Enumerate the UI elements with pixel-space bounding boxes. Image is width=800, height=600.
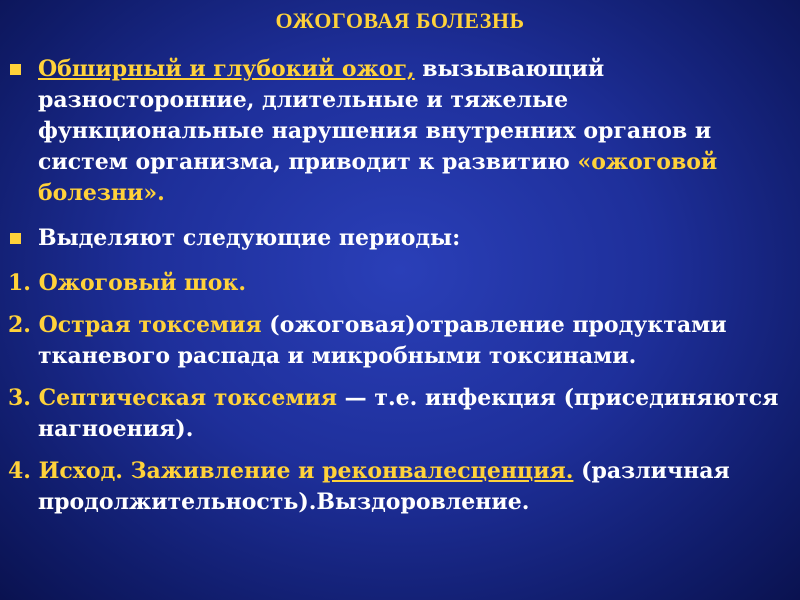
square-bullet-icon bbox=[10, 233, 21, 244]
slide-content bbox=[0, 54, 790, 529]
period-label: 4. Исход. Заживление и bbox=[8, 458, 323, 484]
square-bullet-icon bbox=[10, 64, 21, 75]
period-label-underlined: реконвалесценция. bbox=[322, 458, 574, 484]
period-label: 1. Ожоговый шок. bbox=[8, 270, 247, 296]
period-text: (ожоговая)отравление продуктами тканевого распада и микробными токсинами. bbox=[38, 312, 727, 369]
period-item bbox=[0, 268, 790, 299]
bullet-text: вызывающий разносторонние, длительные и тяжелые функциональные нарушения внутренних органов и систем организма, приводит к развитию bbox=[38, 56, 712, 175]
period-item bbox=[0, 383, 790, 445]
period-item bbox=[0, 310, 790, 372]
period-label: 2. Острая токсемия bbox=[8, 312, 262, 338]
period-text: — т.е. инфекция (присединяются нагноения). bbox=[38, 385, 779, 442]
highlight-burn: Обширный и глубокий ожог, bbox=[38, 56, 415, 82]
bullet-item-periods bbox=[0, 223, 790, 254]
period-item bbox=[0, 456, 790, 518]
highlight-disease: «ожоговой болезни». bbox=[38, 149, 718, 206]
bullet-item-burn bbox=[0, 54, 790, 209]
bullet-text: Выделяют следующие периоды: bbox=[38, 225, 461, 251]
slide-title: ОЖОГОВАЯ БОЛЕЗНЬ bbox=[275, 8, 525, 33]
period-label: 3. Септическая токсемия bbox=[8, 385, 338, 411]
period-text: (различная продолжительность).Выздоровление. bbox=[38, 458, 730, 515]
